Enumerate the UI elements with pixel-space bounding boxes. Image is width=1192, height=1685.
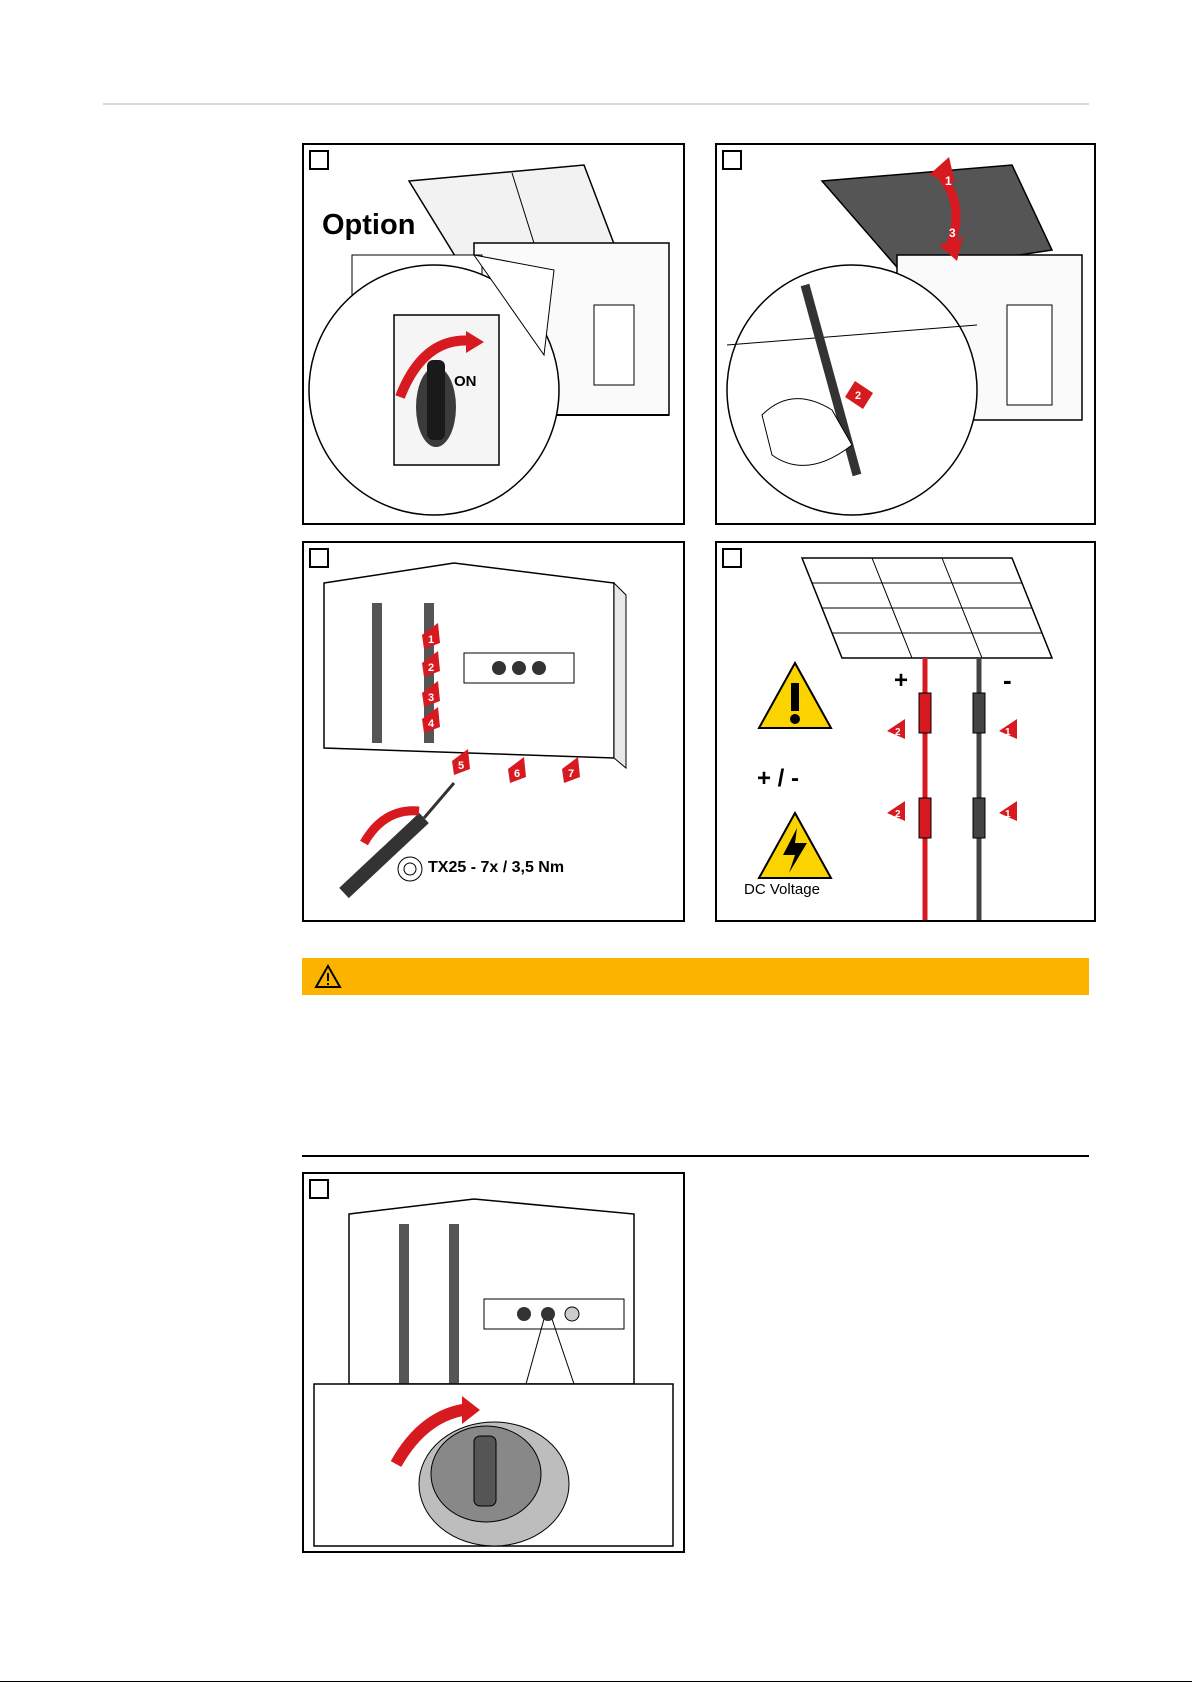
pv-connector-illustration (717, 543, 1094, 920)
step-panel-1 (302, 143, 685, 525)
step-number-box (309, 150, 329, 170)
minus-terminal-label: - (1003, 665, 1012, 695)
arrow-number: 2 (895, 809, 901, 820)
step-panel-3 (302, 541, 685, 922)
header-rule (103, 103, 1089, 105)
arrow-number: 6 (514, 768, 521, 780)
footer-rule (0, 1681, 1192, 1682)
inverter-switch-illustration (304, 145, 683, 523)
arrow-number: 2 (895, 727, 901, 738)
arrow-number: 2 (428, 662, 435, 674)
arrow-number: 5 (458, 760, 465, 772)
dc-switch-illustration (304, 1174, 683, 1551)
step-number-box (309, 1179, 329, 1199)
switch-on-label: ON (454, 373, 477, 390)
option-label: Option (322, 209, 416, 241)
warning-icon (314, 964, 342, 989)
arrow-number: 1 (1005, 727, 1011, 738)
arrow-number: 1 (428, 634, 435, 646)
dc-voltage-label: DC Voltage (744, 881, 820, 898)
step-panel-5 (302, 1172, 685, 1553)
step-number-box (309, 548, 329, 568)
torque-spec-label: TX25 - 7x / 3,5 Nm (428, 859, 565, 876)
step-number-box (722, 548, 742, 568)
step-number-box (722, 150, 742, 170)
lid-support-illustration (717, 145, 1094, 523)
arrow-number: 3 (428, 692, 435, 704)
step-panel-2 (715, 143, 1096, 525)
arrow-number: 2 (855, 390, 862, 402)
arrow-number: 7 (568, 768, 575, 780)
warning-icon (759, 663, 831, 728)
polarity-label: + / - (757, 765, 800, 792)
arrow-number: 1 (1005, 809, 1011, 820)
arrow-number: 3 (949, 226, 956, 240)
lightning-icon (759, 813, 831, 878)
arrow-number: 4 (428, 718, 435, 730)
arrow-number: 1 (945, 174, 952, 188)
step-panel-4 (715, 541, 1096, 922)
warning-banner (302, 958, 1089, 995)
section-rule (302, 1155, 1089, 1157)
plus-terminal-label: + (894, 667, 909, 694)
